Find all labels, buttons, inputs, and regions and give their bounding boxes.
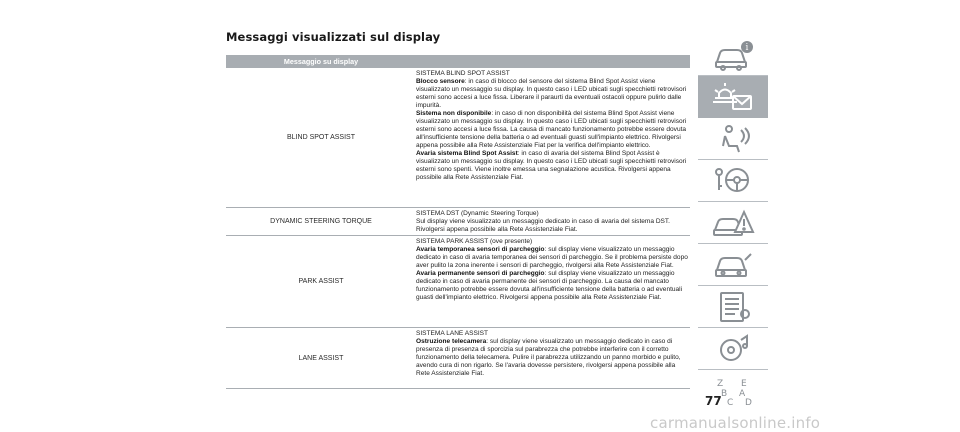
row-message-label: LANE ASSIST xyxy=(298,354,344,362)
page-number: 77 xyxy=(705,394,722,408)
row-description xyxy=(416,68,690,207)
row-paragraph: Sul display viene visualizzato un messaggio dedicato in caso di avaria del sistema DST. Rivolgersi appena possibile alla Rete Assistenziale Fiat. xyxy=(416,218,671,233)
row-paragraph: Avaria sistema Blind Spot Assist: in caso di avaria del sistema Blind Spot Assist è visualizzato un messaggio su display. In questo caso i LED ubicati sugli specchietti retrovisori esterni sono spenti. Viene inoltre emessa una segnalazione acustica. Rivolgersi appena possibile alla Rete Assistenziale Fiat. xyxy=(416,150,687,181)
svg-text:D: D xyxy=(745,398,752,408)
row-message-label: BLIND SPOT ASSIST xyxy=(287,134,355,141)
row-paragraph: Avaria temporanea sensori di parcheggio: sul display viene visualizzato un messaggio dedicato in caso di avaria temporanea dei sensori di parcheggio. Se il problema persiste dopo aver pulito la zona inerente i sensori di parcheggio, rivolgersi alla Rete Assistenziale Fiat. xyxy=(416,246,688,269)
row-message-label: DYNAMIC STEERING TORQUE xyxy=(270,218,372,225)
column-header-message: Messaggio su display xyxy=(283,57,359,66)
table-header xyxy=(226,55,690,68)
sidebar-item-emergency[interactable] xyxy=(698,202,768,244)
row-paragraph: SISTEMA BLIND SPOT ASSIST xyxy=(416,70,510,77)
svg-text:Z: Z xyxy=(717,379,724,389)
row-paragraph: SISTEMA LANE ASSIST xyxy=(416,330,489,337)
row-paragraph: SISTEMA PARK ASSIST (ove presente) xyxy=(416,238,533,245)
row-description xyxy=(416,236,690,327)
sidebar-item-safety[interactable] xyxy=(698,118,768,160)
specifications-list-icon xyxy=(711,290,755,324)
sidebar-item-multimedia[interactable] xyxy=(698,328,768,370)
car-info-icon xyxy=(711,38,755,72)
warning-light-message-icon xyxy=(711,80,755,114)
steering-wheel-key-icon xyxy=(711,164,755,198)
svg-text:i: i xyxy=(745,42,749,53)
car-hazard-icon xyxy=(711,206,755,240)
sidebar-item-car-info[interactable] xyxy=(698,34,768,76)
sidebar-item-specifications[interactable] xyxy=(698,286,768,328)
messages-table xyxy=(226,55,690,389)
row-paragraph: SISTEMA DST (Dynamic Steering Torque) xyxy=(416,210,539,217)
table-row xyxy=(226,328,690,389)
svg-text:C: C xyxy=(727,398,734,408)
table-row xyxy=(226,236,690,328)
row-paragraph: Blocco sensore: in caso di blocco del sensore del sistema Blind Spot Assist viene visualizzato un messaggio su display. In questo caso i LED ubicati sugli specchietti retrovisori esterni sono accesi a luce fissa. Liberare il paraurti da eventuali ostacoli oppure pulirlo dalle impurità. xyxy=(416,78,687,109)
svg-text:B: B xyxy=(721,389,728,399)
row-paragraph: Avaria permanente sensori di parcheggio: sul display viene visualizzato un messaggio dedicato in caso di avaria permanente dei sensori di parcheggio. La causa del mancato funzionamento potrebbe essere dovuta all'insufficiente tensione della batteria o ad eventuali guasti dell'impianto elettrico. Rivolgersi appena possibile alla Rete Assistenziale Fiat. xyxy=(416,270,683,301)
multimedia-icon xyxy=(711,332,755,366)
row-paragraph: Sistema non disponibile: in caso di non disponibilità del sistema Blind Spot Assist viene visualizzato un messaggio su display. In questo caso i LED ubicati sugli specchietti retrovisori esterni sono accesi a luce fissa. La causa di mancato funzionamento potrebbe essere dovuta all'insufficiente tensione della batteria o ad eventuali guasti sull'impianto elettrico. Rivolgersi appena possibile alla Rete Assistenziale Fiat per la verifica dell'impianto elettrico. xyxy=(416,110,687,149)
table-row xyxy=(226,208,690,236)
watermark-text: carmanualsonline.info xyxy=(650,414,821,432)
sidebar-item-warning-lights[interactable] xyxy=(698,76,768,118)
row-description xyxy=(416,208,690,235)
svg-text:A: A xyxy=(739,389,746,399)
airbag-seat-icon xyxy=(711,122,755,156)
row-description xyxy=(416,328,690,388)
table-row xyxy=(226,68,690,208)
sidebar-item-driving[interactable] xyxy=(698,160,768,202)
row-message-label: PARK ASSIST xyxy=(298,278,344,285)
page-title: Messaggi visualizzati sul display xyxy=(226,30,441,44)
sidebar-item-maintenance[interactable] xyxy=(698,244,768,286)
car-wrench-icon xyxy=(711,248,755,282)
row-paragraph: Ostruzione telecamera: sul display viene visualizzato un messaggio dedicato in caso di presenza di presenza di sporcizia sul parabrezza che potrebbe interferire con il corretto funzionamento della telecamera. Pulire il parabrezza utilizzando un panno morbido e pulito, avendo cura di non rigarlo. Se l'avaria dovesse persistere, rivolgersi appena possibile alla Rete Assistenziale Fiat. xyxy=(416,338,681,377)
svg-text:E: E xyxy=(741,379,747,389)
